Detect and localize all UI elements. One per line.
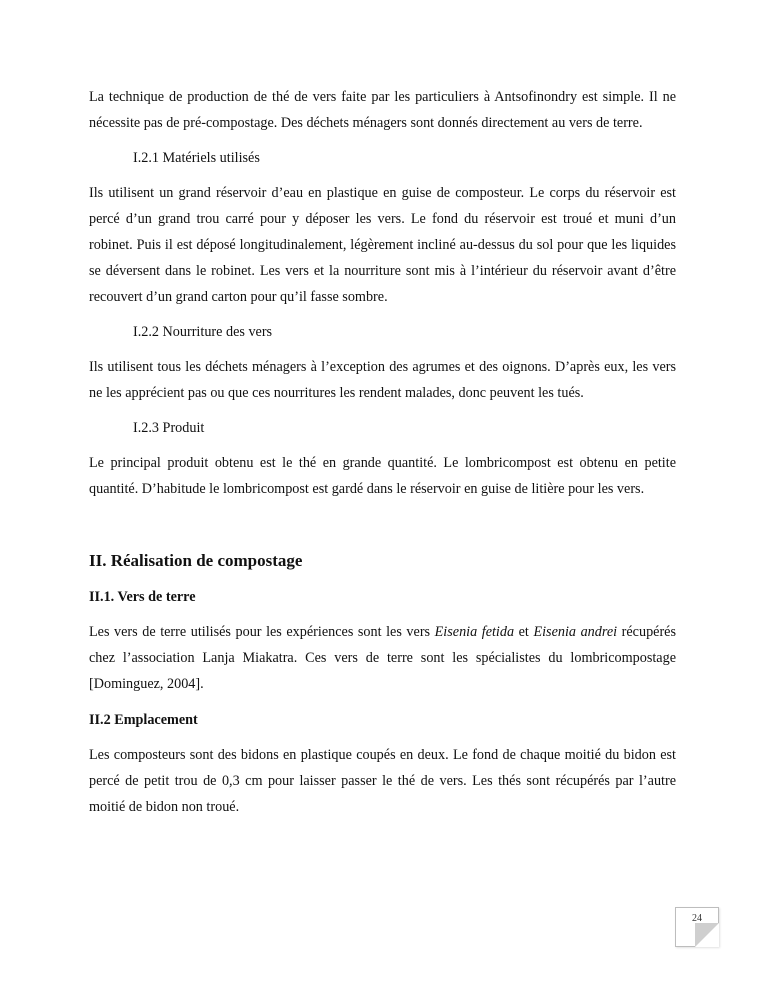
paragraph-emplacement: Les composteurs sont des bidons en plastique coupés en deux. Le fond de chaque moitié du bidon est percé de petit trou de 0,3 cm pour laisser passer le thé de vers. Les thés sont récupérés par l’autre moitié de bidon non troué. xyxy=(89,747,676,815)
text-c: récupérés chez l’association Lanja Miakatra. Ces vers de terre sont les spécialistes du lombricompostage [Dominguez, 2004]. xyxy=(89,624,677,692)
heading-emplacement: II.2 Emplacement xyxy=(89,712,198,728)
page-curl-icon xyxy=(695,923,719,947)
page-body xyxy=(89,84,676,820)
paragraph-nourriture: Ils utilisent tous les déchets ménagers à l’exception des agrumes et des oignons. D’après eux, les vers ne les apprécient pas ou que ces nourritures les rendent malades, donc peuvent les tués. xyxy=(89,359,676,401)
intro-paragraph: La technique de production de thé de vers faite par les particuliers à Antsofinondry est simple. Il ne nécessite pas de pré-compostage. Des déchets ménagers sont donnés directement au vers de terre. xyxy=(89,89,676,131)
page-number: 24 xyxy=(692,913,702,924)
species-eisenia-fetida: Eisenia fetida xyxy=(434,624,515,640)
heading-produit: I.2.3 Produit xyxy=(133,420,205,436)
paragraph-produit: Le principal produit obtenu est le thé en grande quantité. Le lombricompost est obtenu en petite quantité. D’habitude le lombricompost est gardé dans le réservoir en guise de litière pour les vers. xyxy=(89,455,676,497)
text-b: et xyxy=(514,624,534,640)
heading-materiels: I.2.1 Matériels utilisés xyxy=(133,150,260,166)
section-heading-realisation: II. Réalisation de compostage xyxy=(89,551,303,570)
species-eisenia-andrei: Eisenia andrei xyxy=(533,624,618,640)
text-a: Les vers de terre utilisés pour les expériences sont les vers xyxy=(89,624,435,640)
heading-vers-de-terre: II.1. Vers de terre xyxy=(89,589,196,605)
paragraph-materiels: Ils utilisent un grand réservoir d’eau en plastique en guise de composteur. Le corps du réservoir est percé d’un grand trou carré pour y déposer les vers. Le fond du réservoir est troué et muni d’un robinet. Puis il est déposé longitudinalement, légèrement incliné au-dessus du sol pour que les liquides se déversent dans le robinet. Les vers et la nourriture sont mis à l’intérieur du réservoir avant d’être recouvert d’un grand carton pour qu’il fasse sombre. xyxy=(89,185,676,305)
paragraph-vers-de-terre xyxy=(89,619,676,697)
page-number-box xyxy=(675,907,719,947)
heading-nourriture: I.2.2 Nourriture des vers xyxy=(133,324,273,340)
